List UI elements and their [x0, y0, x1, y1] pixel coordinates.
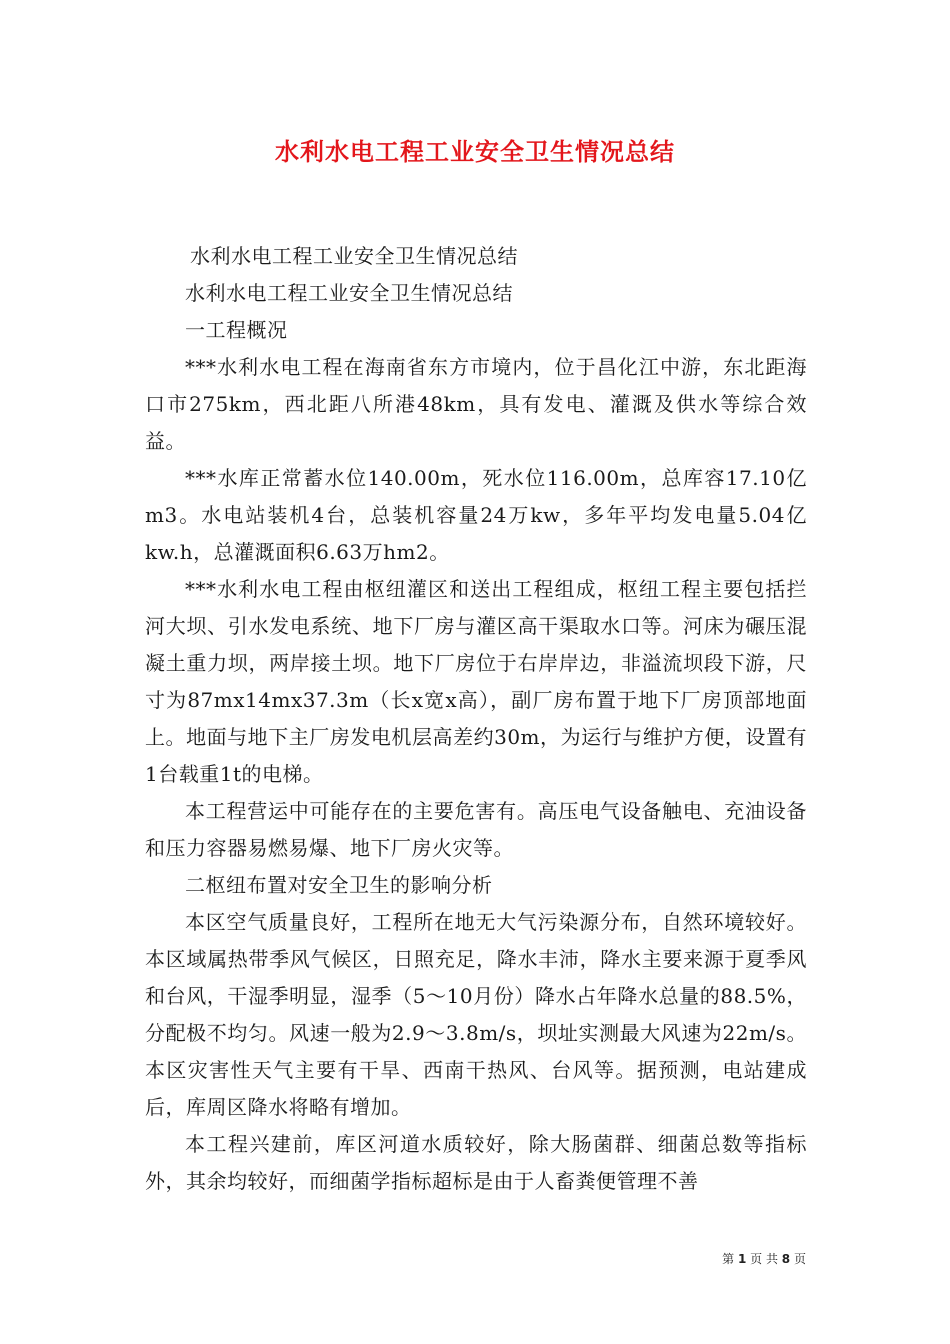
paragraph: 水利水电工程工业安全卫生情况总结	[190, 244, 518, 268]
document-body	[145, 238, 807, 1200]
page-number-footer	[722, 1250, 806, 1267]
footer-middle: 页 共	[750, 1252, 778, 1266]
paragraph: 本工程兴建前，库区河道水质较好，除大肠菌群、细菌总数等指标外，其余均较好，而细菌学指标超标是由于人畜粪便管理不善	[145, 1132, 807, 1193]
section-heading: 一工程概况	[185, 318, 288, 342]
current-page-number: 1	[737, 1252, 747, 1266]
paragraph: ***水库正常蓄水位140.00m，死水位116.00m，总库容17.10亿m3。水电站装机4台，总装机容量24万kw，多年平均发电量5.04亿kw.h，总灌溉面积6.63万hm2。	[145, 466, 807, 564]
section-heading: 二枢纽布置对安全卫生的影响分析	[185, 873, 493, 897]
paragraph: 本工程营运中可能存在的主要危害有。高压电气设备触电、充油设备和压力容器易燃易爆、地下厂房火灾等。	[145, 799, 807, 860]
footer-prefix: 第	[722, 1252, 735, 1266]
paragraph: 本区空气质量良好，工程所在地无大气污染源分布，自然环境较好。本区域属热带季风气候区，日照充足，降水丰沛，降水主要来源于夏季风和台风，干湿季明显，湿季（5～10月份）降水占年降水总量的88.5%，分配极不均匀。风速一般为2.9～3.8m/s，坝址实测最大风速为22m/s。本区灾害性天气主要有干旱、西南干热风、台风等。据预测，电站建成后，库周区降水将略有增加。	[145, 910, 807, 1119]
document-title: 水利水电工程工业安全卫生情况总结	[275, 138, 675, 166]
paragraph: ***水利水电工程由枢纽灌区和送出工程组成，枢纽工程主要包括拦河大坝、引水发电系统、地下厂房与灌区高干渠取水口等。河床为碾压混凝土重力坝，两岸接土坝。地下厂房位于右岸岸边，非溢流坝段下游，尺寸为87mx14mx37.3m（长x宽x高），副厂房布置于地下厂房顶部地面上。地面与地下主厂房发电机层高差约30m，为运行与维护方便，设置有1台载重1t的电梯。	[145, 577, 807, 786]
paragraph: 水利水电工程工业安全卫生情况总结	[185, 281, 513, 305]
paragraph: ***水利水电工程在海南省东方市境内，位于昌化江中游，东北距海口市275km，西北距八所港48km，具有发电、灌溉及供水等综合效益。	[145, 355, 807, 453]
footer-suffix: 页	[793, 1252, 806, 1266]
total-pages-number: 8	[781, 1252, 791, 1266]
